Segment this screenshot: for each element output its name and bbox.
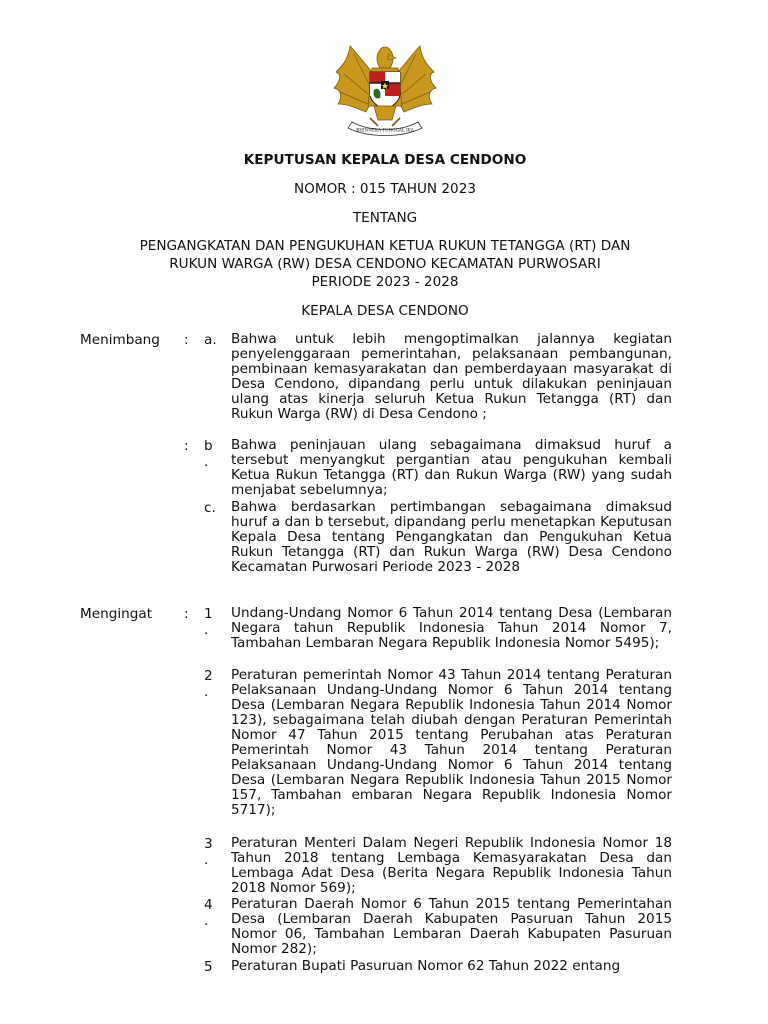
about-label: TENTANG [352,210,418,226]
menimbang-item-a-text: Bahwa untuk lebih mengoptimalkan jalannya kegiatan penyelenggaraan pemerintahan, pelaksanaan pembangunan, pembinaan kemasyarakatan dan pemberdayaan masyarakat di Desa Cendono, dipandang perlu untuk dilakukan peninjauan ulang atas kinerja seluruh Ketua Rukun Tetangga (RT) dan Rukun Warga (RW) di Desa Cendono ; [231,331,672,422]
mengingat-item-4-dot: . [204,913,209,929]
subject-line-1: PENGANGKATAN DAN PENGUKUHAN KETUA RUKUN TETANGGA (RT) DAN [139,238,631,254]
issuer-line: KEPALA DESA CENDONO [301,303,469,319]
menimbang-item-b-text: Bahwa peninjauan ulang sebagaimana dimaksud huruf a tersebut menyangkut pergantian atau pengukuhan kembali Ketua Rukun Tetangga (RT) dan Rukun Warga (RW) yang sudah menjabat sebelumnya; [231,437,672,498]
mengingat-item-1-dot: . [204,622,209,638]
menimbang-item-b-letter: b [204,438,213,454]
mengingat-item-3-text: Peraturan Menteri Dalam Negeri Republik Indonesia Nomor 18 Tahun 2018 tentang Lembaga Kemasyarakatan Desa dan Lembaga Adat Desa (Berita Negara Republik Indonesia Tahun 2018 Nomor 569); [231,835,672,896]
mengingat-item-4-marker [204,897,213,929]
mengingat-item-2-marker [204,668,213,700]
menimbang-colon: : [184,332,189,348]
subject-line-2: RUKUN WARGA (RW) DESA CENDONO KECAMATAN PURWOSARI [169,256,601,272]
subject-line-3: PERIODE 2023 - 2028 [311,274,459,290]
mengingat-label: Mengingat [80,606,153,622]
menimbang-item-c-marker: c. [204,500,216,516]
mengingat-item-3-number: 3 [204,836,213,852]
emblem-motto-text: BHINNEKA TUNGGAL IKA [356,127,414,133]
mengingat-item-4-number: 4 [204,897,213,913]
document-title: KEPUTUSAN KEPALA DESA CENDONO [243,152,527,168]
menimbang-item-b-colon: : [184,438,189,454]
mengingat-item-1-text: Undang-Undang Nomor 6 Tahun 2014 tentang Desa (Lembaran Negara tahun Republik Indonesia Tahun 2014 Nomor 7, Tambahan Lembaran Negara Republik Indonesia Nomor 5495); [231,605,672,651]
mengingat-item-3-marker [204,836,213,868]
mengingat-colon: : [184,606,189,622]
mengingat-item-3-dot: . [204,852,209,868]
mengingat-item-2-dot: . [204,684,209,700]
mengingat-item-4-text: Peraturan Daerah Nomor 6 Tahun 2015 tentang Pemerintahan Desa (Lembaran Daerah Kabupaten Pasuruan Tahun 2015 Nomor 06, Tambahan Lembaran Daerah Kabupaten Pasuruan Nomor 282); [231,896,672,957]
menimbang-item-b-marker [204,438,213,470]
mengingat-item-5-marker: 5 [204,959,213,975]
mengingat-item-5-text: Peraturan Bupati Pasuruan Nomor 62 Tahun 2022 entang [231,958,621,974]
mengingat-item-2-number: 2 [204,668,213,684]
mengingat-item-1-number: 1 [204,606,213,622]
garuda-pancasila-emblem [330,42,440,142]
menimbang-item-c-text: Bahwa berdasarkan pertimbangan sebagaimana dimaksud huruf a dan b tersebut, dipandang perlu menetapkan Keputusan Kepala Desa tentang Pengangkatan dan Pengukuhan Ketua Rukun Tetangga (RT) dan Rukun Warga (RW) Desa Cendono Kecamatan Purwosari Periode 2023 - 2028 [231,499,672,575]
mengingat-item-1-marker [204,606,213,638]
menimbang-item-a-marker: a. [204,332,217,348]
document-number: NOMOR : 015 TAHUN 2023 [293,181,477,197]
menimbang-label: Menimbang [80,332,160,348]
mengingat-item-2-text: Peraturan pemerintah Nomor 43 Tahun 2014 tentang Peraturan Pelaksanaan Undang-Undang Nomor 6 Tahun 2014 tentang Desa (Lembaran Negara Republik Indonesia Tahun 2014 Nomor 123), sebagaimana telah diubah dengan Peraturan Pemerintah Nomor 47 Tahun 2015 tentang Perubahan atas Peraturan Pemerintah Nomor 43 Tahun 2014 tentang Peraturan Pelaksanaan Undang-Undang Nomor 6 Tahun 2014 tentang Desa (Lembaran Negara Republik Indonesia Tahun 2015 Nomor 157, Tambahan embaran Negara Republik Indonesia Nomor 5717); [231,667,672,818]
menimbang-item-b-dot: . [204,454,209,470]
